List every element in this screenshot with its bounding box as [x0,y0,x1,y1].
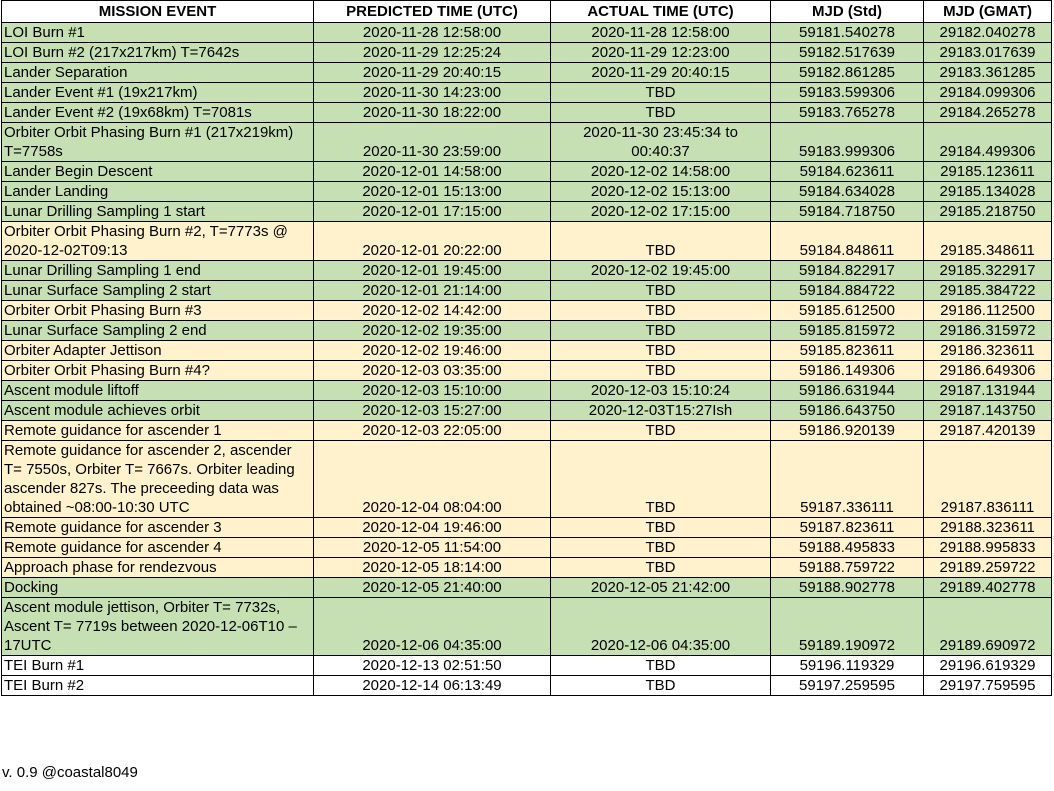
table-row [2,381,1052,401]
mjd-gmat-cell: 29186.315972 [924,321,1052,341]
mjd-std-cell: 59185.612500 [771,301,924,321]
actual-time-cell: 2020-11-29 12:23:00 [551,43,771,63]
predicted-time-cell: 2020-11-29 20:40:15 [314,63,551,83]
mjd-gmat-cell: 29196.619329 [924,656,1052,676]
mjd-gmat-cell: 29185.384722 [924,281,1052,301]
mjd-gmat-cell: 29185.348611 [924,222,1052,261]
event-cell: Docking [2,578,314,598]
mjd-std-cell: 59186.643750 [771,401,924,421]
predicted-time-cell: 2020-11-30 18:22:00 [314,103,551,123]
table-row [2,598,1052,656]
predicted-time-cell: 2020-12-02 19:35:00 [314,321,551,341]
predicted-time-cell: 2020-11-30 14:23:00 [314,83,551,103]
event-cell: Lander Event #2 (19x68km) T=7081s [2,103,314,123]
mjd-std-cell: 59186.920139 [771,421,924,441]
actual-time-cell: TBD [551,103,771,123]
actual-time-cell: 2020-12-03T15:27Ish [551,401,771,421]
predicted-time-cell: 2020-12-13 02:51:50 [314,656,551,676]
table-row [2,222,1052,261]
mjd-gmat-cell: 29183.361285 [924,63,1052,83]
event-cell: TEI Burn #1 [2,656,314,676]
actual-time-cell: TBD [551,321,771,341]
actual-time-cell: 2020-12-03 15:10:24 [551,381,771,401]
event-cell: Orbiter Orbit Phasing Burn #4? [2,361,314,381]
table-row [2,281,1052,301]
mjd-std-cell: 59196.119329 [771,656,924,676]
event-cell: Lunar Surface Sampling 2 start [2,281,314,301]
actual-time-cell: 2020-12-02 14:58:00 [551,162,771,182]
mjd-std-cell: 59184.884722 [771,281,924,301]
event-cell: Lunar Drilling Sampling 1 end [2,261,314,281]
table-row [2,182,1052,202]
predicted-time-cell: 2020-11-30 23:59:00 [314,123,551,162]
predicted-time-cell: 2020-12-06 04:35:00 [314,598,551,656]
predicted-time-cell: 2020-12-05 18:14:00 [314,558,551,578]
event-cell: Lander Separation [2,63,314,83]
mjd-std-cell: 59197.259595 [771,676,924,696]
actual-time-cell: TBD [551,83,771,103]
actual-time-cell: TBD [551,676,771,696]
mjd-gmat-cell: 29197.759595 [924,676,1052,696]
mjd-std-cell: 59183.599306 [771,83,924,103]
table-row [2,162,1052,182]
actual-time-cell: 2020-12-05 21:42:00 [551,578,771,598]
mjd-std-cell: 59189.190972 [771,598,924,656]
mjd-std-cell: 59184.848611 [771,222,924,261]
mjd-std-cell: 59188.902778 [771,578,924,598]
predicted-time-cell: 2020-11-29 12:25:24 [314,43,551,63]
mjd-std-cell: 59181.540278 [771,23,924,43]
table-row [2,261,1052,281]
table-row [2,538,1052,558]
mjd-std-cell: 59183.765278 [771,103,924,123]
predicted-time-cell: 2020-12-03 15:27:00 [314,401,551,421]
table-row [2,202,1052,222]
predicted-time-cell: 2020-12-01 15:13:00 [314,182,551,202]
event-cell: LOI Burn #1 [2,23,314,43]
table-row [2,103,1052,123]
mjd-gmat-cell: 29187.131944 [924,381,1052,401]
actual-time-cell: TBD [551,341,771,361]
mjd-gmat-cell: 29185.134028 [924,182,1052,202]
table-body [2,23,1052,696]
actual-time-cell: 2020-12-06 04:35:00 [551,598,771,656]
event-cell: Remote guidance for ascender 4 [2,538,314,558]
mjd-gmat-cell: 29187.420139 [924,421,1052,441]
mjd-gmat-cell: 29184.499306 [924,123,1052,162]
table-row [2,401,1052,421]
header-actual-time: ACTUAL TIME (UTC) [551,1,771,23]
predicted-time-cell: 2020-12-01 17:15:00 [314,202,551,222]
table-row [2,578,1052,598]
predicted-time-cell: 2020-12-05 21:40:00 [314,578,551,598]
predicted-time-cell: 2020-11-28 12:58:00 [314,23,551,43]
table-row [2,63,1052,83]
header-mjd-std: MJD (Std) [771,1,924,23]
mjd-gmat-cell: 29185.123611 [924,162,1052,182]
actual-time-cell: TBD [551,361,771,381]
event-cell: Orbiter Orbit Phasing Burn #2, T=7773s @ 2020-12-02T09:13 [2,222,314,261]
predicted-time-cell: 2020-12-14 06:13:49 [314,676,551,696]
mjd-std-cell: 59187.336111 [771,441,924,518]
mjd-gmat-cell: 29187.143750 [924,401,1052,421]
header-predicted-time: PREDICTED TIME (UTC) [314,1,551,23]
table-row [2,301,1052,321]
mjd-std-cell: 59182.861285 [771,63,924,83]
event-cell: Remote guidance for ascender 3 [2,518,314,538]
mjd-std-cell: 59186.631944 [771,381,924,401]
predicted-time-cell: 2020-12-02 19:46:00 [314,341,551,361]
mjd-gmat-cell: 29183.017639 [924,43,1052,63]
event-cell: Orbiter Adapter Jettison [2,341,314,361]
actual-time-cell: 2020-11-28 12:58:00 [551,23,771,43]
mjd-std-cell: 59186.149306 [771,361,924,381]
mjd-gmat-cell: 29189.259722 [924,558,1052,578]
mjd-gmat-cell: 29186.112500 [924,301,1052,321]
table-row [2,676,1052,696]
mjd-gmat-cell: 29187.836111 [924,441,1052,518]
event-cell: Lander Begin Descent [2,162,314,182]
mjd-std-cell: 59184.718750 [771,202,924,222]
table-row [2,518,1052,538]
event-cell: Orbiter Orbit Phasing Burn #1 (217x219km) T=7758s [2,123,314,162]
table-row [2,23,1052,43]
actual-time-cell: TBD [551,518,771,538]
mjd-gmat-cell: 29188.323611 [924,518,1052,538]
actual-time-cell: TBD [551,222,771,261]
table-row [2,421,1052,441]
table-row [2,656,1052,676]
predicted-time-cell: 2020-12-04 08:04:00 [314,441,551,518]
actual-time-cell: TBD [551,656,771,676]
mjd-std-cell: 59184.623611 [771,162,924,182]
mjd-std-cell: 59188.495833 [771,538,924,558]
predicted-time-cell: 2020-12-03 03:35:00 [314,361,551,381]
predicted-time-cell: 2020-12-01 14:58:00 [314,162,551,182]
event-cell: Remote guidance for ascender 2, ascender T= 7550s, Orbiter T= 7667s. Orbiter leading ascender 827s. The preceeding data was obtained ~08:00-10:30 UTC [2,441,314,518]
event-cell: TEI Burn #2 [2,676,314,696]
predicted-time-cell: 2020-12-05 11:54:00 [314,538,551,558]
table-row [2,321,1052,341]
mjd-std-cell: 59184.634028 [771,182,924,202]
predicted-time-cell: 2020-12-01 19:45:00 [314,261,551,281]
actual-time-cell: 2020-12-02 17:15:00 [551,202,771,222]
event-cell: Lunar Drilling Sampling 1 start [2,202,314,222]
event-cell: Remote guidance for ascender 1 [2,421,314,441]
mjd-gmat-cell: 29186.649306 [924,361,1052,381]
mjd-gmat-cell: 29184.099306 [924,83,1052,103]
actual-time-cell: TBD [551,538,771,558]
mjd-std-cell: 59185.815972 [771,321,924,341]
mjd-std-cell: 59188.759722 [771,558,924,578]
actual-time-cell: TBD [551,558,771,578]
event-cell: Ascent module jettison, Orbiter T= 7732s, Ascent T= 7719s between 2020-12-06T10 – 17UTC [2,598,314,656]
mjd-gmat-cell: 29189.690972 [924,598,1052,656]
table-row [2,361,1052,381]
event-cell: Approach phase for rendezvous [2,558,314,578]
table-row [2,83,1052,103]
predicted-time-cell: 2020-12-03 22:05:00 [314,421,551,441]
version-footer: v. 0.9 @coastal8049 [2,764,138,781]
table-row [2,43,1052,63]
mjd-std-cell: 59183.999306 [771,123,924,162]
mjd-gmat-cell: 29189.402778 [924,578,1052,598]
mjd-std-cell: 59182.517639 [771,43,924,63]
actual-time-cell: TBD [551,441,771,518]
actual-time-cell: TBD [551,301,771,321]
mjd-std-cell: 59184.822917 [771,261,924,281]
header-mission-event: MISSION EVENT [2,1,314,23]
table-row [2,341,1052,361]
mjd-gmat-cell: 29182.040278 [924,23,1052,43]
predicted-time-cell: 2020-12-02 14:42:00 [314,301,551,321]
event-cell: Ascent module achieves orbit [2,401,314,421]
mjd-std-cell: 59187.823611 [771,518,924,538]
actual-time-cell: 2020-11-30 23:45:34 to 00:40:37 [551,123,771,162]
mjd-gmat-cell: 29185.218750 [924,202,1052,222]
event-cell: Ascent module liftoff [2,381,314,401]
actual-time-cell: TBD [551,281,771,301]
predicted-time-cell: 2020-12-01 21:14:00 [314,281,551,301]
event-cell: LOI Burn #2 (217x217km) T=7642s [2,43,314,63]
event-cell: Orbiter Orbit Phasing Burn #3 [2,301,314,321]
actual-time-cell: TBD [551,421,771,441]
event-cell: Lander Event #1 (19x217km) [2,83,314,103]
actual-time-cell: 2020-12-02 19:45:00 [551,261,771,281]
event-cell: Lander Landing [2,182,314,202]
table-row [2,558,1052,578]
mjd-gmat-cell: 29188.995833 [924,538,1052,558]
event-cell: Lunar Surface Sampling 2 end [2,321,314,341]
mission-events-table [1,0,1052,696]
mjd-gmat-cell: 29186.323611 [924,341,1052,361]
header-mjd-gmat: MJD (GMAT) [924,1,1052,23]
mjd-gmat-cell: 29185.322917 [924,261,1052,281]
actual-time-cell: 2020-11-29 20:40:15 [551,63,771,83]
mjd-gmat-cell: 29184.265278 [924,103,1052,123]
predicted-time-cell: 2020-12-04 19:46:00 [314,518,551,538]
predicted-time-cell: 2020-12-01 20:22:00 [314,222,551,261]
header-row [2,1,1052,23]
actual-time-cell: 2020-12-02 15:13:00 [551,182,771,202]
mjd-std-cell: 59185.823611 [771,341,924,361]
table-row [2,123,1052,162]
table-row [2,441,1052,518]
predicted-time-cell: 2020-12-03 15:10:00 [314,381,551,401]
